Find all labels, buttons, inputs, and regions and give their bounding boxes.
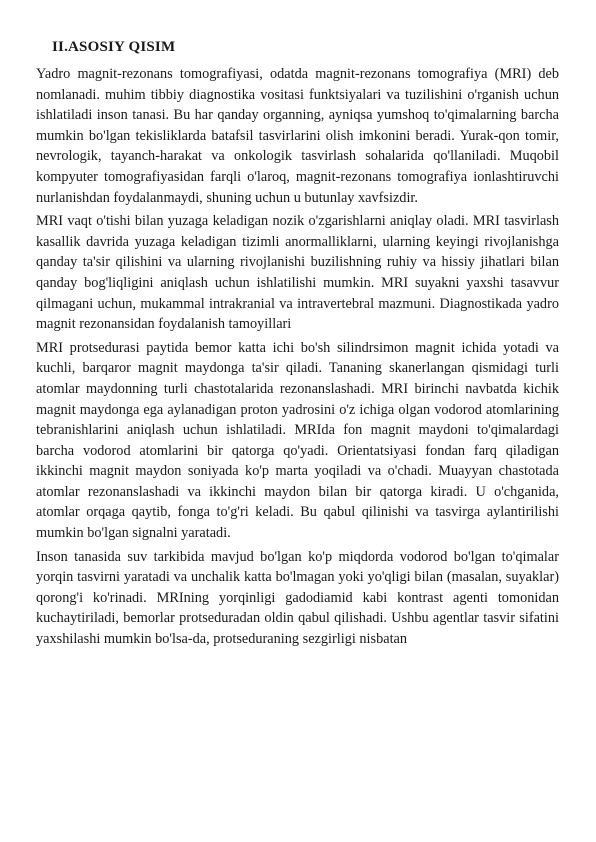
paragraph-1: Yadro magnit-rezonans tomografiyasi, odatda magnit-rezonans tomografiya (MRI) deb nomlanadi. muhim tibbiy diagnostika vositasi funktsiyalari va tuzilishini o'rganish uchun ishlatiladi inson tanasi. Bu har qanday organning, ayniqsa yumshoq to'qimalarning barcha mumkin bo'lgan tekisliklarda batafsil tasvirlarini olish imkonini beradi. Yurak-qon tomir, nevrologik, tayanch-harakat va onkologik tasvirlash sohalarida qo'llaniladi. Muqobil kompyuter tomografiyasidan farqli o'laroq, magnit-rezonans tomografiya ionlashtiruvchi nurlanishdan foydalanmaydi, shuning uchun u butunlay xavfsizdir. <box>36 66 559 206</box>
section-heading: II.ASOSIY QISIM <box>52 39 176 55</box>
paragraph-3: MRI protsedurasi paytida bemor katta ichi bo'sh silindrsimon magnit ichida yotadi va kuchli, barqaror magnit maydonga ta'sir qiladi. Tananing skanerlangan qismidagi turli atomlar maydonning turli chastotalarida rezonanslashadi. MRI birinchi navbatda kichik magnit maydonga ega aylanadigan proton yadrosini o'z ichiga olgan vodorod atomlarining tebranishlarini aniqlash uchun ishlatiladi. MRIda fon magnit maydoni to'qimalardagi barcha vodorod atomlarini bir qatorga qo'yadi. Orientatsiyasi fondan farq qiladigan ikkinchi magnit maydon soniyada ko'p marta yoqiladi va o'chadi. Muayyan chastotada atomlar rezonanslashadi va ikkinchi maydon bilan bir qatorga kiradi. U o'chganida, atomlar orqaga qaytib, fonga to'g'ri keladi. Bu qabul qilinishi va tasvirga aylantirilishi mumkin bo'lgan signalni yaratadi. <box>36 339 559 542</box>
paragraph-4: Inson tanasida suv tarkibida mavjud bo'lgan ko'p miqdorda vodorod bo'lgan to'qimalar yorqin tasvirni yaratadi va unchalik katta bo'lmagan yoki yo'qligi bilan (masalan, suyaklar) qorong'i ko'rinadi. MRIning yorqinligi gadodiamid kabi kontrast agenti tomonidan kuchaytiriladi, bemorlar protseduradan oldin qabul qilishadi. Ushbu agentlar tasvir sifatini yaxshilashi mumkin bo'lsa-da, protseduraning sezgirligi nisbatan <box>36 548 559 648</box>
paragraph-2: MRI vaqt o'tishi bilan yuzaga keladigan nozik o'zgarishlarni aniqlay oladi. MRI tasvirlash kasallik davrida yuzaga keladigan tizimli anormalliklarni, ularning keyingi rivojlanishga qanday ta'sir qilishini va ularning rivojlanishi buzilishning ruhiy va hissiy jihatlari bilan qanday bog'liqligini aniqlash uchun ishlatilishi mumkin. MRI suyakni yaxshi tasavvur qilmagani uchun, mukammal intrakranial va intravertebral mazmuni. Diagnostikada yadro magnit rezonansidan foydalanish tamoyillari <box>36 213 559 333</box>
document-page <box>36 36 559 653</box>
